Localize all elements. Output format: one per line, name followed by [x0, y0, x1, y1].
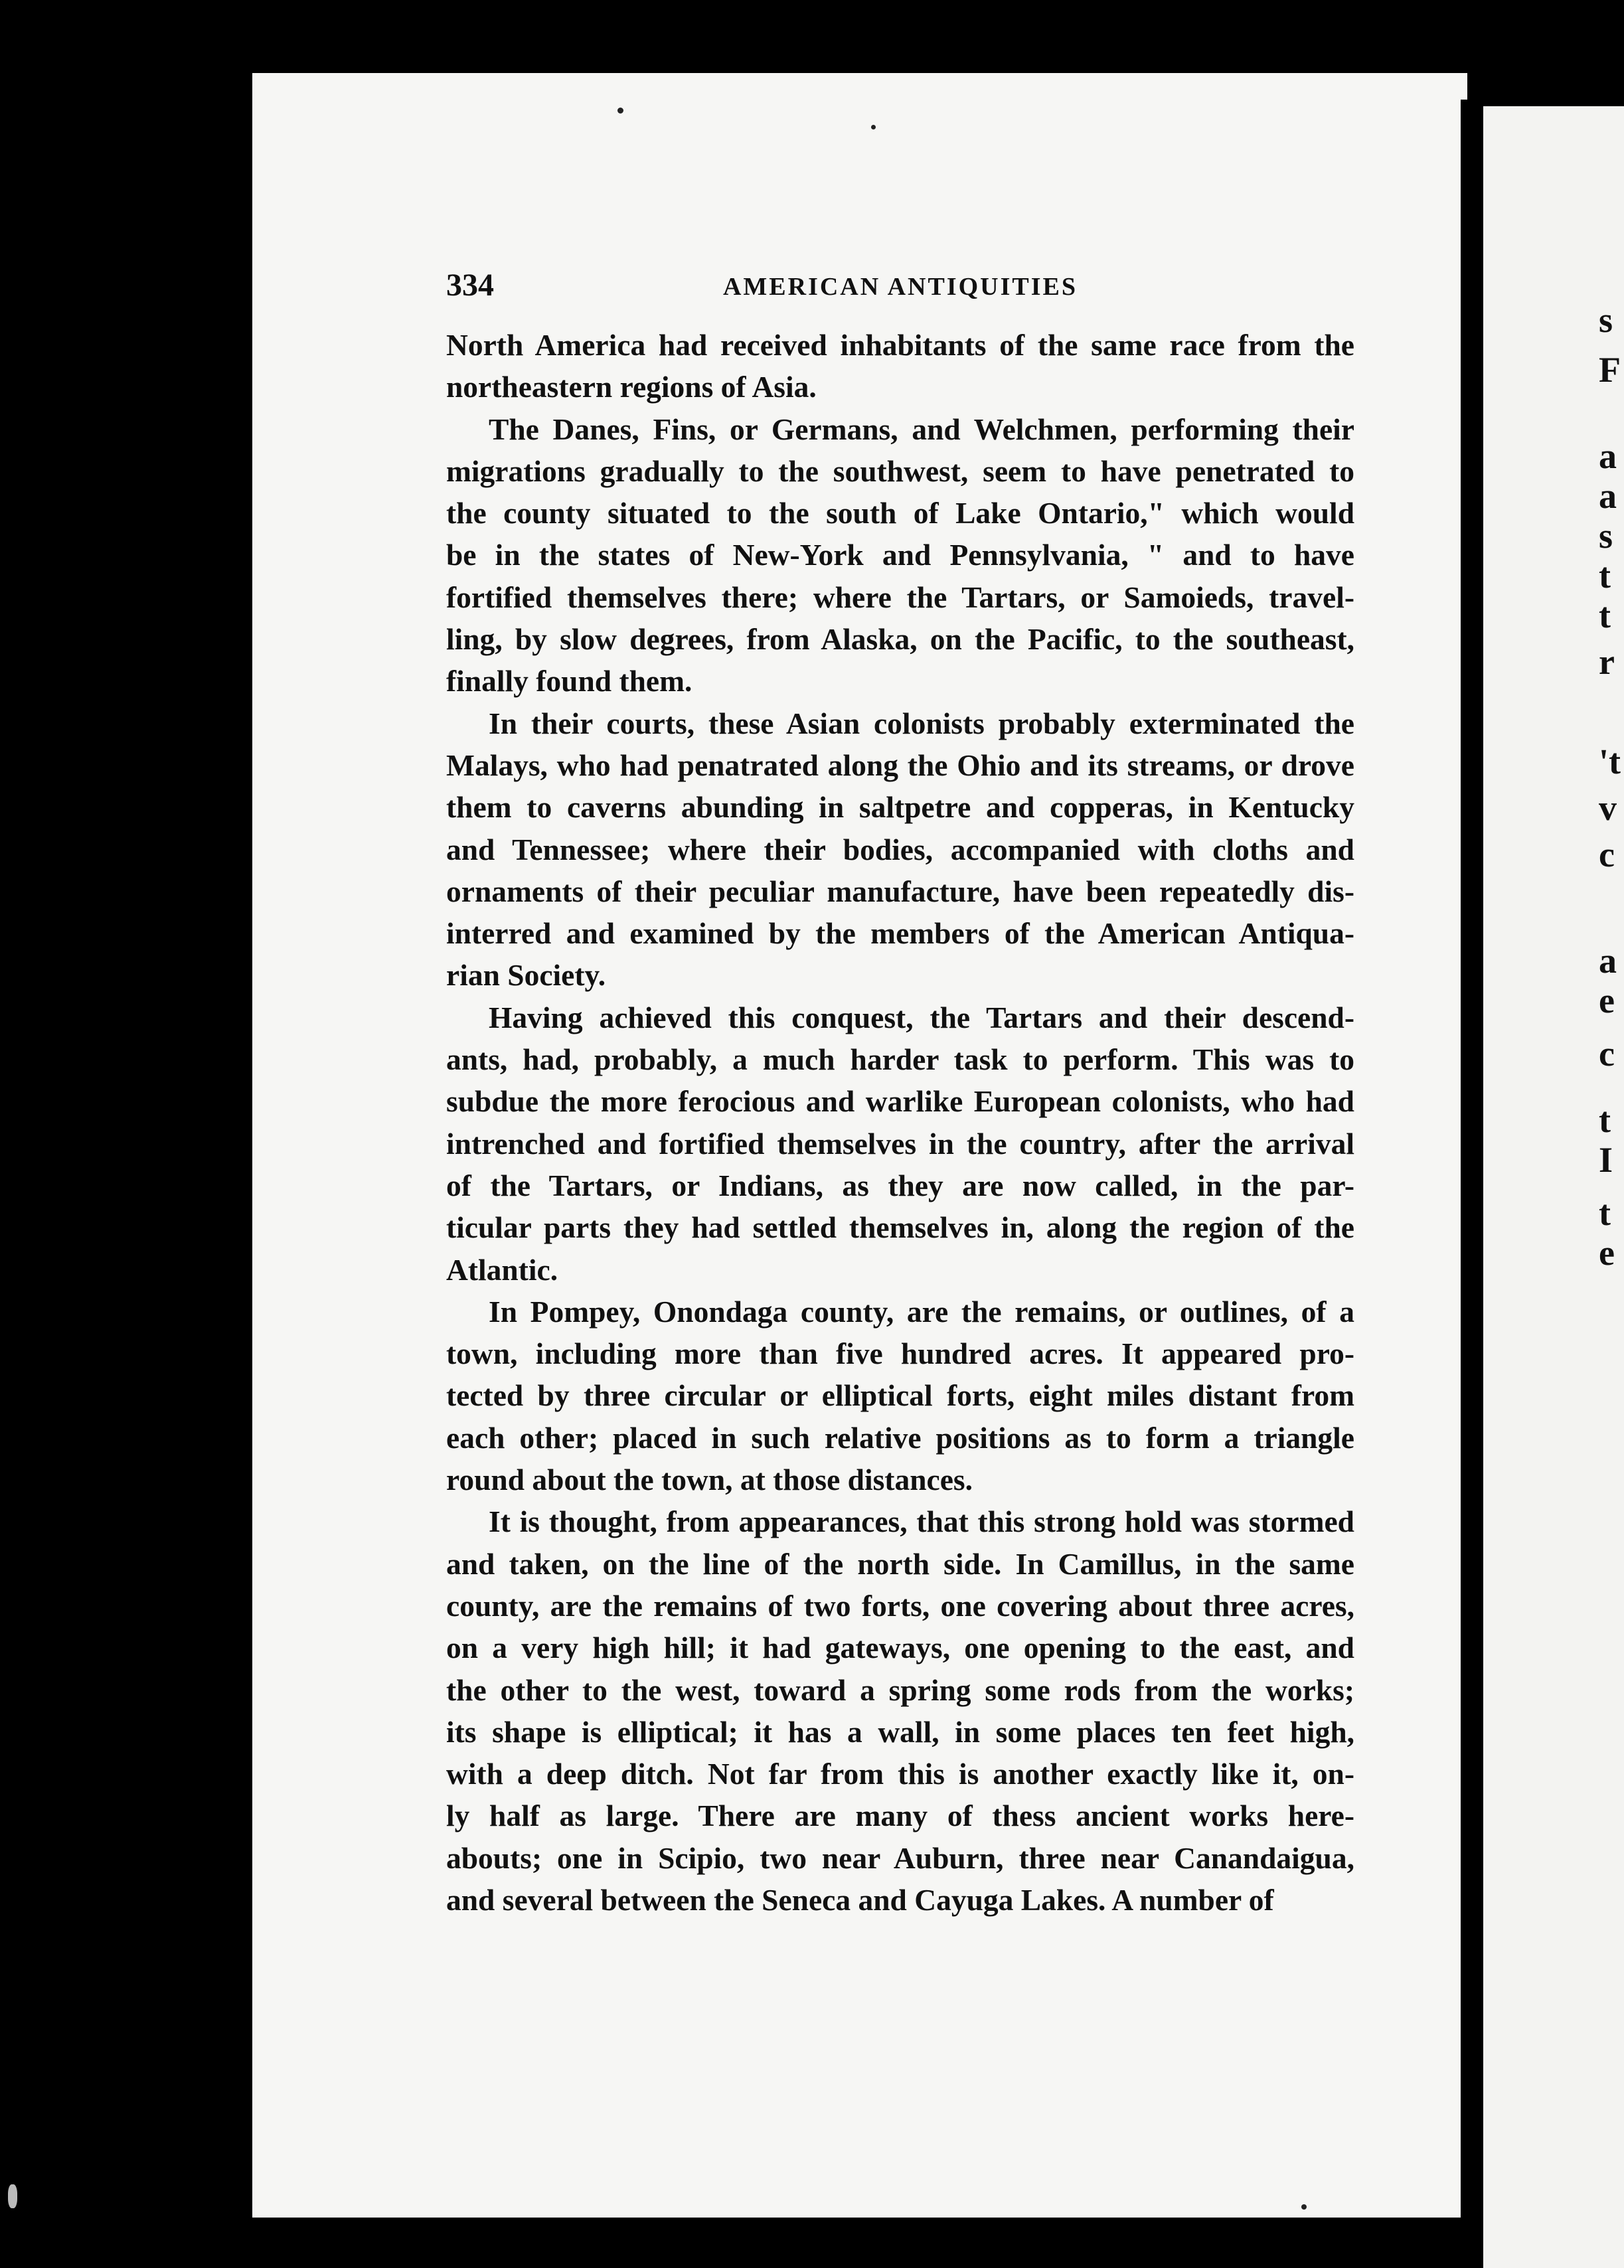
text-line: each other; placed in such relative positions as to form a triangle — [446, 1420, 1354, 1455]
facing-page-fragment: t — [1599, 1100, 1611, 1140]
text-line: northeastern regions of Asia. — [446, 370, 817, 404]
paragraph — [446, 997, 1354, 1291]
facing-page-fragment: s — [1599, 300, 1613, 340]
text-line: It is thought, from appearances, that this strong hold was stormed — [489, 1504, 1354, 1539]
text-line: county, are the remains of two forts, one covering about three acres, — [446, 1588, 1354, 1623]
facing-page-fragment: t — [1599, 556, 1611, 596]
text-line: migrations gradually to the southwest, seem to have penetrated to — [446, 453, 1354, 488]
text-line: the county situated to the south of Lake Ontario," which would — [446, 496, 1354, 530]
text-line: of the Tartars, or Indians, as they are now called, in the par- — [446, 1168, 1354, 1202]
text-line: round about the town, at those distances. — [446, 1463, 973, 1497]
text-line: the other to the west, toward a spring some rods from the works; — [446, 1672, 1354, 1707]
facing-page-fragment: e — [1599, 1233, 1615, 1273]
text-line: and taken, on the line of the north side. In Camillus, in the same — [446, 1546, 1354, 1581]
paragraph — [446, 1291, 1354, 1500]
text-line: ornaments of their peculiar manufacture, have been repeatedly dis- — [446, 874, 1354, 908]
facing-page-fragment: t — [1599, 596, 1611, 635]
print-speck — [871, 125, 876, 129]
text-line: on a very high hill; it had gateways, one opening to the east, and — [446, 1631, 1354, 1665]
text-line: Atlantic. — [446, 1252, 558, 1287]
text-line: In their courts, these Asian colonists probably exterminated the — [489, 706, 1354, 740]
paragraph — [446, 324, 1354, 408]
text-line: and Tennessee; where their bodies, accompanied with cloths and — [446, 832, 1354, 866]
text-line: and several between the Seneca and Cayuga Lakes. A number of — [446, 1882, 1274, 1917]
text-line: ants, had, probably, a much harder task to perform. This was to — [446, 1042, 1354, 1077]
facing-page-fragment: 't — [1599, 742, 1621, 781]
facing-page-fragment: I — [1599, 1140, 1613, 1180]
text-line: Having achieved this conquest, the Tartars and their descend- — [489, 1000, 1354, 1034]
text-line: ticular parts they had settled themselves in, along the region of the — [446, 1210, 1354, 1245]
facing-page-fragment: a — [1599, 436, 1617, 476]
print-speck — [8, 2184, 17, 2208]
text-line: interred and examined by the members of the American Antiqua- — [446, 916, 1354, 951]
body-text — [446, 324, 1354, 1921]
facing-page-fragment: c — [1599, 1034, 1615, 1074]
text-line: The Danes, Fins, or Germans, and Welchmen, performing their — [489, 412, 1354, 446]
text-line: fortified themselves there; where the Tartars, or Samoieds, travel- — [446, 580, 1354, 614]
print-speck — [617, 108, 623, 114]
paragraph — [446, 1500, 1354, 1921]
text-line: abouts; one in Scipio, two near Auburn, three near Canandaigua, — [446, 1840, 1354, 1875]
facing-page — [1483, 106, 1624, 2268]
running-title: AMERICAN ANTIQUITIES — [722, 273, 1078, 301]
text-line: finally found them. — [446, 664, 692, 698]
text-line: In Pompey, Onondaga county, are the remains, or outlines, of a — [489, 1294, 1354, 1329]
text-line: ly half as large. There are many of thess ancient works here- — [446, 1799, 1354, 1833]
facing-page-fragment: t — [1599, 1193, 1611, 1233]
facing-page-fragment: r — [1599, 642, 1615, 682]
facing-page-fragment: c — [1599, 835, 1615, 874]
text-line: Malays, who had penatrated along the Ohio and its streams, or drove — [446, 748, 1354, 782]
book-gutter — [1461, 100, 1483, 2224]
text-line: tected by three circular or elliptical forts, eight miles distant from — [446, 1378, 1354, 1413]
text-line: with a deep ditch. Not far from this is another exactly like it, on- — [446, 1757, 1354, 1791]
paragraph — [446, 408, 1354, 702]
facing-page-fragment: a — [1599, 476, 1617, 516]
text-line: rian Society. — [446, 958, 606, 993]
facing-page-fragment: F — [1599, 350, 1621, 390]
facing-page-fragment: e — [1599, 981, 1615, 1020]
facing-page-fragment: s — [1599, 516, 1613, 556]
text-line: North America had received inhabitants of the same race from the — [446, 328, 1354, 362]
print-speck — [1301, 2204, 1307, 2210]
facing-page-fragment: a — [1599, 941, 1617, 981]
page-number: 334 — [446, 268, 494, 303]
text-line: them to caverns abunding in saltpetre and copperas, in Kentucky — [446, 790, 1354, 825]
text-line: be in the states of New-York and Pennsylvania, " and to have — [446, 538, 1354, 572]
facing-page-fragment: v — [1599, 788, 1617, 828]
text-line: intrenched and fortified themselves in the country, after the arrival — [446, 1126, 1354, 1161]
text-line: town, including more than five hundred acres. It appeared pro- — [446, 1336, 1354, 1371]
text-line: its shape is elliptical; it has a wall, in some places ten feet high, — [446, 1714, 1354, 1749]
page-header — [446, 267, 1354, 313]
text-line: ling, by slow degrees, from Alaska, on the Pacific, to the southeast, — [446, 622, 1354, 657]
text-line: subdue the more ferocious and warlike European colonists, who had — [446, 1084, 1354, 1119]
paragraph — [446, 702, 1354, 997]
